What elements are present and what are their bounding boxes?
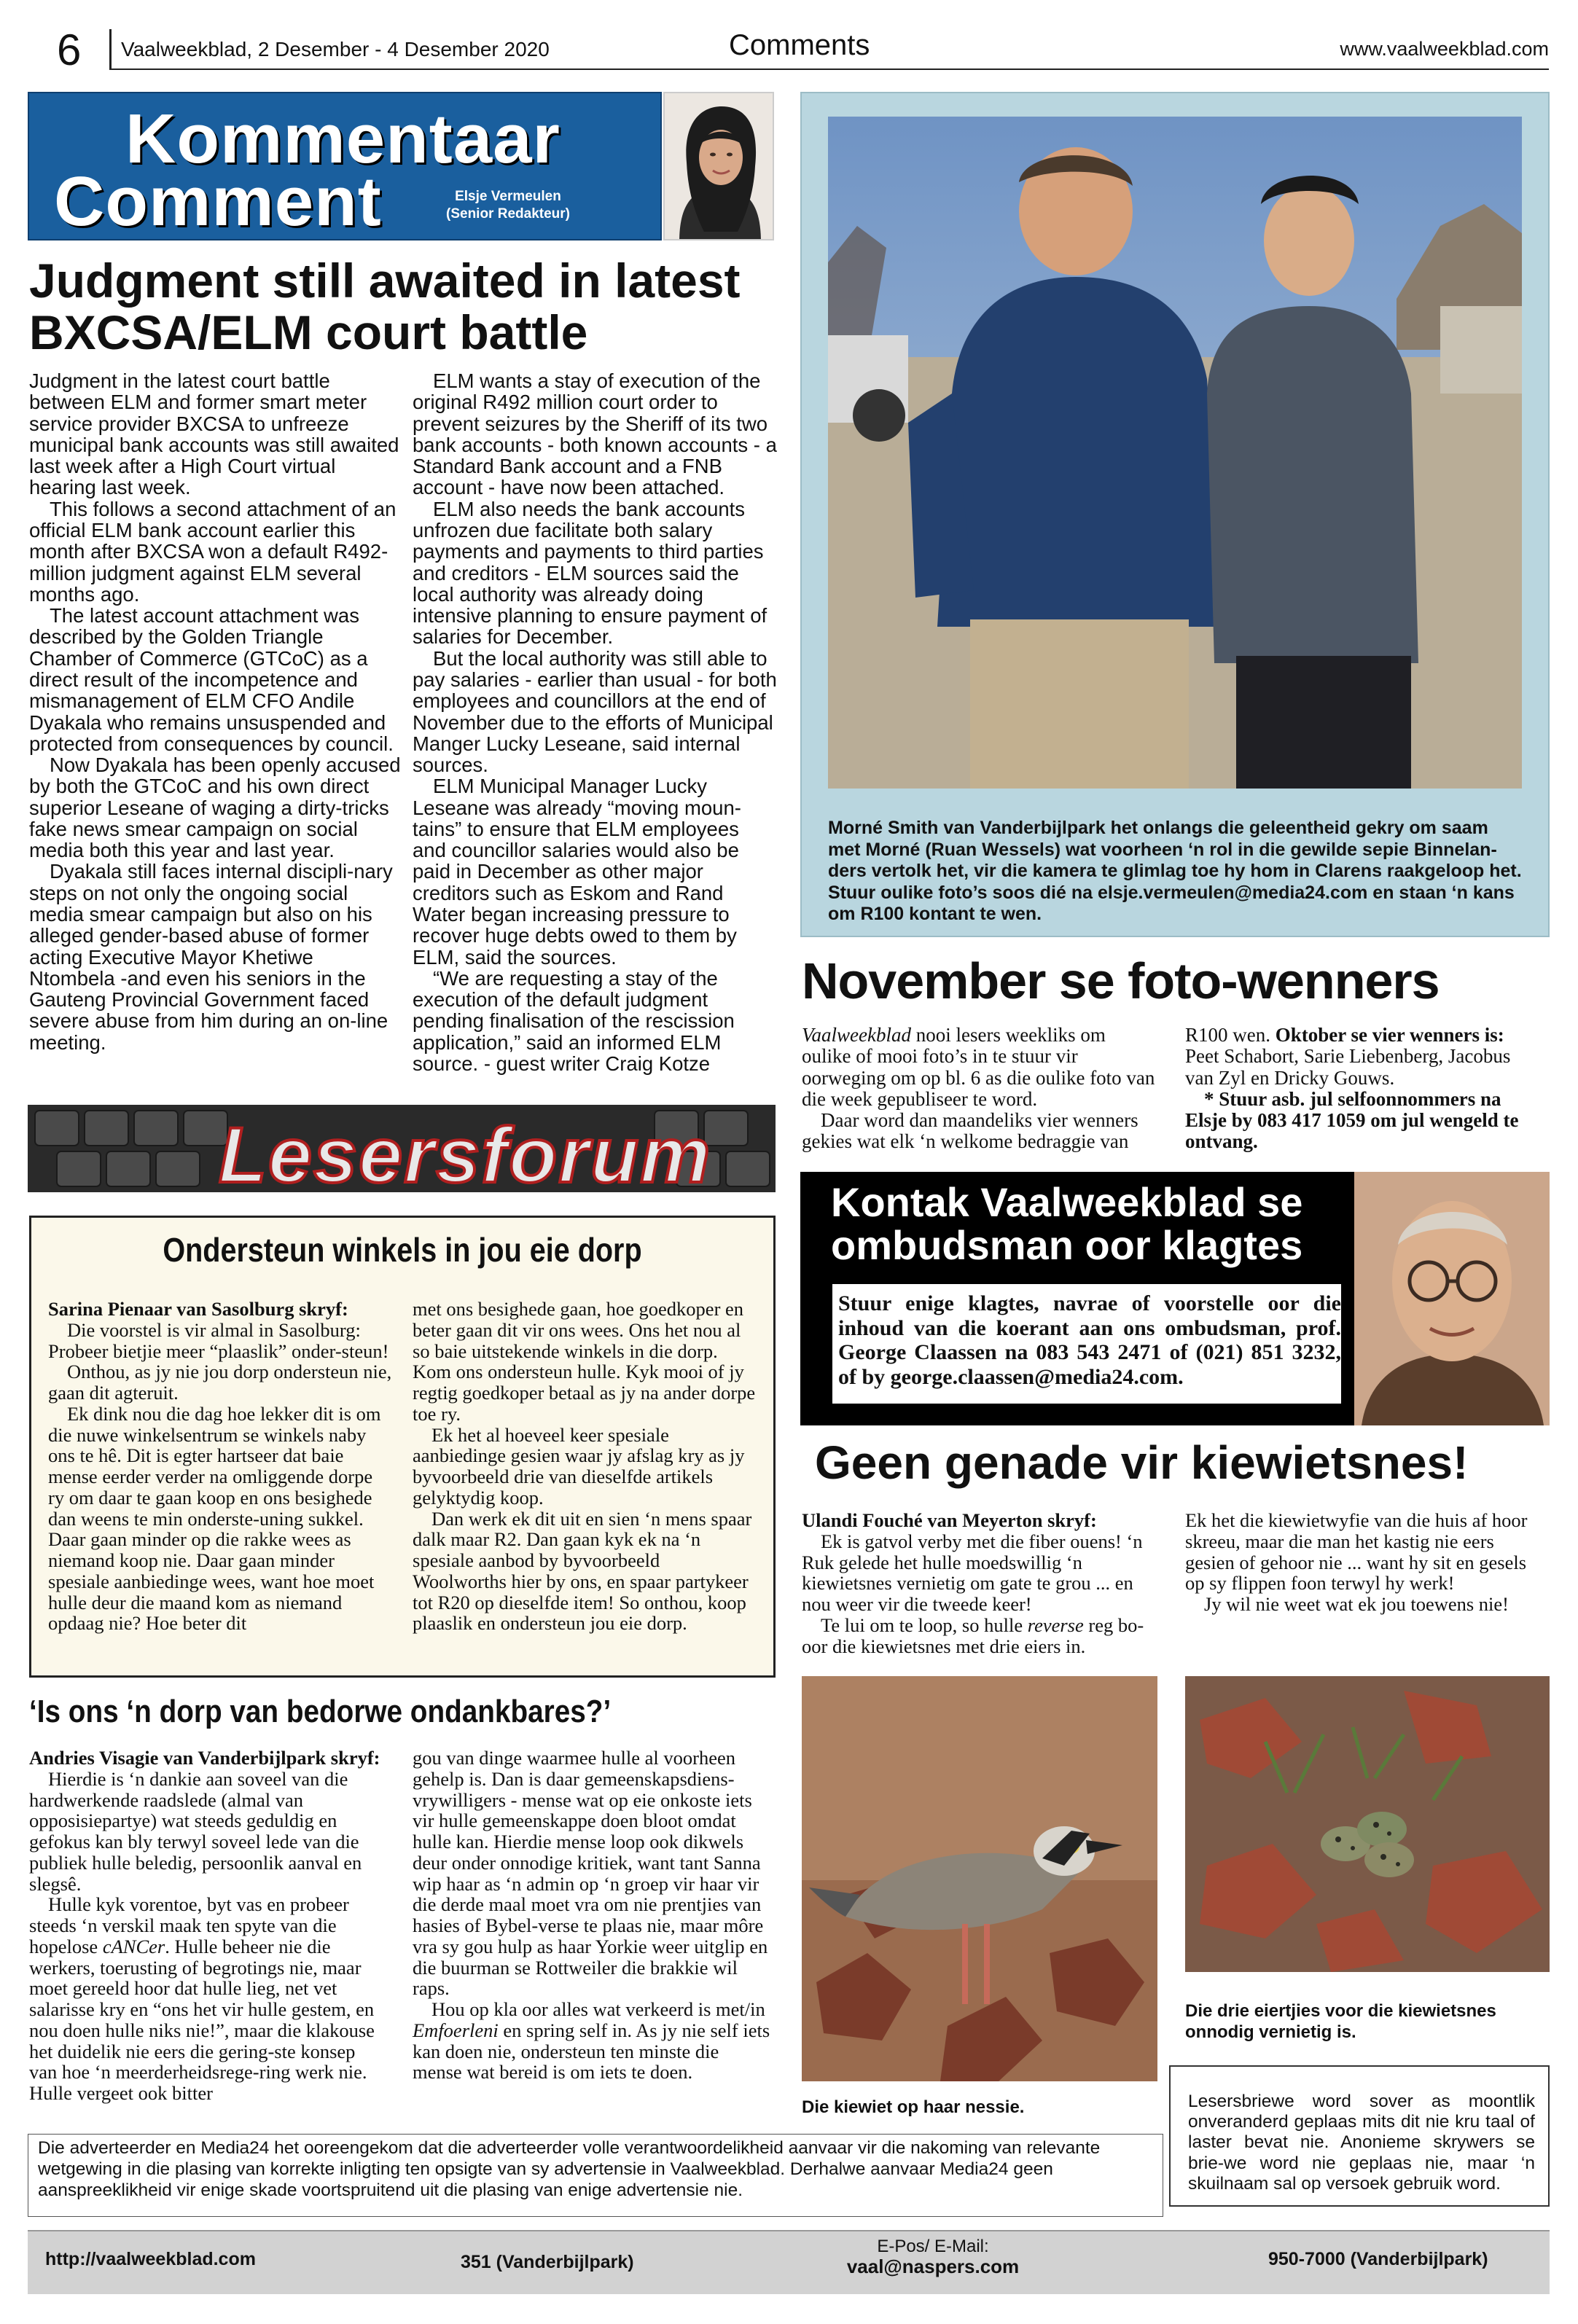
article-paragraph: But the local authority was still able to pay salaries - earlier than usual - for both employees and councillors at the end of November due to the efforts of Municipal Manger Lucky Leseane, said internal sources. — [413, 646, 777, 777]
article-paragraph: “We are requesting a stay of the execution of the default judgment pending finalisation of the rescission application,” said an informed ELM source. - guest writer Craig Kotze — [413, 966, 735, 1075]
main-article-col2 — [413, 370, 777, 1074]
letter2-headline: ‘Is ons ‘n dorp van bedorwe ondankbares?’ — [29, 1694, 612, 1729]
italic-word: cANCer — [102, 1935, 165, 1957]
footer-phone: 950-7000 (Vanderbijlpark) — [1268, 2249, 1488, 2269]
photo-caption-bird: Die kiewiet op haar nessie. — [802, 2097, 1025, 2117]
header-website-link[interactable]: www.vaalweekblad.com — [1340, 38, 1549, 60]
article-paragraph: ELM also needs the bank accounts unfrozen due facilitate both salary payments and payments to third parties and creditors - ELM sources said the local authority was already doing intensive planning to ensure payment of salaries for December. — [413, 497, 767, 649]
ombudsman-title-line: ombudsman oor klagtes — [831, 1222, 1303, 1269]
author-name: Elsje Vermeulen — [455, 189, 561, 204]
foto-wenners-paragraph — [802, 1025, 1156, 1110]
letter1-col1 — [48, 1299, 392, 1634]
ombudsman-title-line: Kontak Vaalweekblad se — [831, 1179, 1303, 1225]
letter1-col2 — [413, 1299, 757, 1634]
paragraph-text: reg bo-oor die kiewietsnes met drie eiers in. — [802, 1613, 1144, 1657]
letter-paragraph: Jy wil nie weet wat ek jou toewens nie! — [1204, 1593, 1509, 1615]
letter-paragraph: Dan werk ek dit uit en sien ‘n mens spaar dalk maar R2. Dan gaan kyk ek na ‘n spesiale aanbod by byvoorbeeld Woolworths hier by ons, en spaar partykeer tot R20 op dieselfde item! So onthou, koop plaaslik en ondersteun jou eie dorp. — [413, 1507, 752, 1635]
lesersforum-title: Lesersforum — [219, 1111, 712, 1199]
article-paragraph: Judgment in the latest court battle between ELM and former smart meter service provider BXCSA to unfreeze municipal bank accounts was still awaited last week after a High Court virtual hearing last week. — [29, 369, 399, 499]
article-paragraph: The latest account attachment was described by the Golden Triangle Chamber of Commerce (GTCoC) as a direct result of the incompetence and mismanagement of ELM CFO Andile Dyakala who remains unsuspended and protected from consequences by council. — [29, 604, 394, 755]
article-paragraph: ELM Municipal Manager Lucky Leseane was already “moving moun-tains” to ensure that ELM employees and councillor salaries would also be paid in December as other major creditors such as Eskom and Rand Water began increasing pressure to recover huge debts owed to them by ELM, said the sources. — [413, 775, 741, 969]
main-headline: Judgment still awaited in latest BXCSA/ELM court battle — [29, 254, 741, 359]
article-paragraph: Dyakala still faces internal discipli-nary steps on not only the ongoing social media smear campaign but also on his alleged gender-based abuse of former acting Executive Mayor Khetiwe Ntombela -and even his seniors in the Gauteng Provincial Government faced severe abuse from him during an on-line meeting. — [29, 860, 393, 1054]
ombudsman-title — [831, 1181, 1302, 1267]
kiewiet-col1 — [802, 1510, 1159, 1656]
paragraph-text: Peet Schabort, Sarie Liebenberg, Jacobus van Zyl en Dricky Gouws. — [1185, 1045, 1511, 1089]
bird-photo-icon — [802, 1676, 1157, 2081]
publication-name: Vaalweekblad — [802, 1024, 911, 1046]
letter-paragraph: Onthou, as jy nie jou dorp ondersteun nie, gaan dit agteruit. — [48, 1361, 392, 1404]
kiewiet-eggs-photo — [1185, 1676, 1550, 1972]
paragraph-text: Hou op kla oor alles wat verkeerd is met/in — [431, 1998, 765, 2020]
letter2-col2 — [413, 1748, 773, 2083]
banner-author — [446, 188, 570, 223]
header-rule — [109, 69, 1549, 70]
article-paragraph: ELM wants a stay of execution of the original R492 million court order to prevent seizures by the Sheriff of its two bank accounts - both known accounts - a Standard Bank account and a FNB account - have now been attached. — [413, 369, 777, 499]
paragraph-text: R100 wen. — [1185, 1024, 1276, 1046]
author-title: (Senior Redakteur) — [446, 206, 570, 222]
letter-author: Andries Visagie van Vanderbijlpark skryf: — [29, 1747, 380, 1769]
footer-email-block — [845, 2237, 1020, 2277]
footer-website-link[interactable]: http://vaalweekblad.com — [45, 2249, 256, 2269]
foto-wenners-col2 — [1185, 1025, 1542, 1153]
letter-paragraph — [413, 1999, 773, 2083]
letter-paragraph: Die voorstel is vir almal in Sasolburg: Probeer bietjie meer “plaaslik” onder-steun! — [48, 1318, 389, 1362]
footer-email-link[interactable]: vaal@naspers.com — [846, 2255, 1020, 2278]
paragraph-text: nooi lesers weekliks om oulike of mooi foto’s in te stuur vir oorweging om op bl. 6 as die oulike foto van die week gepubliseer te word. — [802, 1024, 1155, 1110]
advertising-disclaimer-text: Die adverteerder en Media24 het ooreengekom dat die adverteerder volle verantwoordelikheid aanvaar vir die nakoming van relevante wetgewing in die plasing van korrekte inligting ten opsigte van sy advertensie in Vaalweekblad. Derhalwe aanvaar Media24 geen aanspreeklikheid vir enige skade voortspruitend uit die plasing van enige advertensie nie. — [38, 2138, 1101, 2200]
foto-wenners-headline: November se foto-wenners — [802, 952, 1440, 1009]
letter-paragraph — [802, 1615, 1159, 1657]
letter1-headline: Ondersteun winkels in jou eie dorp — [163, 1231, 642, 1269]
feature-photo — [828, 117, 1522, 789]
letter-paragraph: Ek het die kiewietwyfie van die huis af hoor skreeu, maar die man het kastig nie eers gesien of gehoor nie ... want hy sit en gesels op sy flippen foon terwyl hy werk! — [1185, 1509, 1528, 1595]
woman-portrait-icon — [665, 93, 774, 240]
article-paragraph: Now Dyakala has been openly accused by both the GTCoC and his own direct superior Leseane of waging a dirty-tricks fake news smear campaign on social media both this year and last year. — [29, 754, 401, 862]
paragraph-text: Hulle kyk vorentoe, byt vas en probeer steeds ‘n verskil maak ten spyte van die hopelose — [29, 1893, 349, 1957]
foto-wenners-col1 — [802, 1025, 1156, 1153]
letter-paragraph: Ek het al hoeveel keer spesiale aanbiedinge gesien waar jy afslag kry as jy byvoorbeeld drie van dieselfde artikels gelyktydig koop. — [413, 1423, 745, 1509]
photo-caption: Morné Smith van Vanderbijlpark het onlangs die geleentheid gekry om saam met Morné (Ruan Wessels) wat voorheen ‘n rol in die gewilde sepie Binnelan-ders vertolk het, vir die kamera te glimlag toe hy hom in Clarens raakgeloop het. Stuur oulike foto’s soos dié na elsje.vermeulen@media24.com en staan ‘n kans om R100 kontant te wen. — [828, 818, 1522, 924]
paragraph-text: . Hulle beheer nie die werkers, toerusting of begrotings nie, maar moet gereeld hoor dat hulle lieg, net vet salarisse kry en “ons het vir hulle gestem, en nou doen hulle niks nie!”, maar die klakouse het duidelik nie eers die gering-ste konsep van hoe ‘n meerderheidsrege-ring werk nie. Hulle vergeet ook bitter — [29, 1935, 375, 2104]
foto-wenners-paragraph: Daar word dan maandeliks vier wenners gekies wat elk ‘n welkome bedraggie van — [802, 1109, 1138, 1153]
italic-word: reverse — [1027, 1613, 1084, 1636]
kiewiet-headline: Geen genade vir kiewietsnes! — [815, 1436, 1469, 1489]
foto-wenners-notice: * Stuur asb. jul selfoonnommers na Elsje by 083 417 1059 om jul wengeld te ontvang. — [1185, 1087, 1519, 1153]
ombudsman-photo — [1354, 1172, 1550, 1425]
header-divider — [109, 29, 112, 70]
article-paragraph: This follows a second attachment of an official ELM bank account earlier this month after BXCSA won a default R492-million judgment against ELM several months ago. — [29, 497, 397, 606]
italic-word: Emfoerleni — [413, 2019, 499, 2041]
letters-notice-text: Lesersbriewe word sover as moontlik onveranderd geplaas mits dit nie kru taal of laster bevat nie. Anonieme skrywers se brie-we word nie geplaas nie, maar ‘n skuilnaam sal op versoek gebruik word. — [1188, 2092, 1535, 2194]
nest-eggs-icon — [1185, 1676, 1550, 1972]
kiewiet-col2 — [1185, 1510, 1542, 1615]
paragraph-text: Te lui om te loop, so hulle — [821, 1613, 1028, 1636]
letter-paragraph: met ons besighede gaan, hoe goedkoper en beter gaan dit vir ons wees. Ons het nou al so baie uitstekende winkels in die dorp. Kom ons ondersteun hulle. Kyk mooi of jy regtig goedkoper betaal as jy na ander dorpe toe ry. — [413, 1298, 756, 1425]
letter-paragraph: Ek dink nou die dag hoe lekker dit is om die nuwe winkelsentrum se winkels naby ons te hê. Dit is egter hartseer dat baie mense eerder verder na omliggende dorpe ry om daar te gaan koop en ons besighede dan weens te min onderste-uning sukkel. Daar gaan minder op die rakke wees as niemand koop nie. Daar gaan minder spesiale aanbiedinge wees, want hoe moet hulle deur die maand kom as niemand opdaag nie? Hoe beter dit — [48, 1402, 381, 1635]
footer-email-label: E-Pos/ E-Mail: — [877, 2237, 989, 2256]
letter-paragraph: Ek is gatvol verby met die fiber ouens! ‘n Ruk gelede het hulle moedswillig ‘n kiewietsnes vernietig om gate te grou ... en nou weer vir die tweede keer! — [802, 1530, 1143, 1615]
banner-comment: Comment — [54, 163, 382, 240]
letter-paragraph: gou van dinge waarmee hulle al voorheen gehelp is. Dan is daar gemeenskapsdiens-vrywilligers - mense wat op eie onkoste iets vir hulle gemeenskappe doen bloot omdat hulle kan. Hierdie mense loop ook dikwels deur onder onnodige kritiek, want tant Sanna wip haar as ‘n admin op ‘n groep vir haar vir die derde maal moet vra om nie prentjies van hasies of Bybel-verse te plaas nie, maar môre vra sy gou hulp as haar Yorkie weer uitglip en die buurman se Rottweiler die brakkie wil raps. — [413, 1747, 768, 2000]
ombudsman-text: Stuur enige klagtes, navrae of voorstelle oor die inhoud van die koerant aan ons ombudsman, prof. George Claassen na 083 543 2471 of (021) 851 3232, of by george.claassen@media24.com. — [838, 1291, 1341, 1389]
page-number: 6 — [57, 26, 82, 74]
man-portrait-icon — [1354, 1172, 1550, 1425]
letter-author: Ulandi Fouché van Meyerton skryf: — [802, 1509, 1097, 1531]
author-photo — [663, 92, 774, 240]
photo-caption-eggs: Die drie eiertjies voor die kiewietsnes onnodig vernietig is. — [1185, 2001, 1496, 2042]
publication-date: Vaalweekblad, 2 Desember - 4 Desember 2020 — [121, 38, 550, 60]
letter-paragraph: Hierdie is ‘n dankie aan soveel van die hardwerkende raadslede (almal van opposisiepartye) wat steeds geduldig en gefokus kan bly terwyl soveel lede van die publiek hulle beledig, persoonlik aanval en slegsê. — [29, 1767, 362, 1895]
paragraph-text: en spring self in. As jy nie self iets kan doen nie, ondersteun ten minste die mense wat bereid is om iets te doen. — [413, 2019, 770, 2084]
foto-wenners-paragraph — [1185, 1025, 1542, 1089]
banner-kommentaar: Kommentaar — [125, 100, 560, 178]
letter-paragraph — [29, 1894, 386, 2104]
two-men-photo-icon — [828, 117, 1522, 789]
letter-author: Sarina Pienaar van Sasolburg skryf: — [48, 1298, 348, 1320]
section-title: Comments — [729, 29, 870, 61]
winners-label: Oktober se vier wenners is: — [1275, 1024, 1504, 1046]
footer-fax: 351 (Vanderbijlpark) — [461, 2252, 634, 2272]
letter2-col1 — [29, 1748, 386, 2104]
kiewiet-bird-photo — [802, 1676, 1157, 2081]
main-article-col1 — [29, 370, 401, 1053]
